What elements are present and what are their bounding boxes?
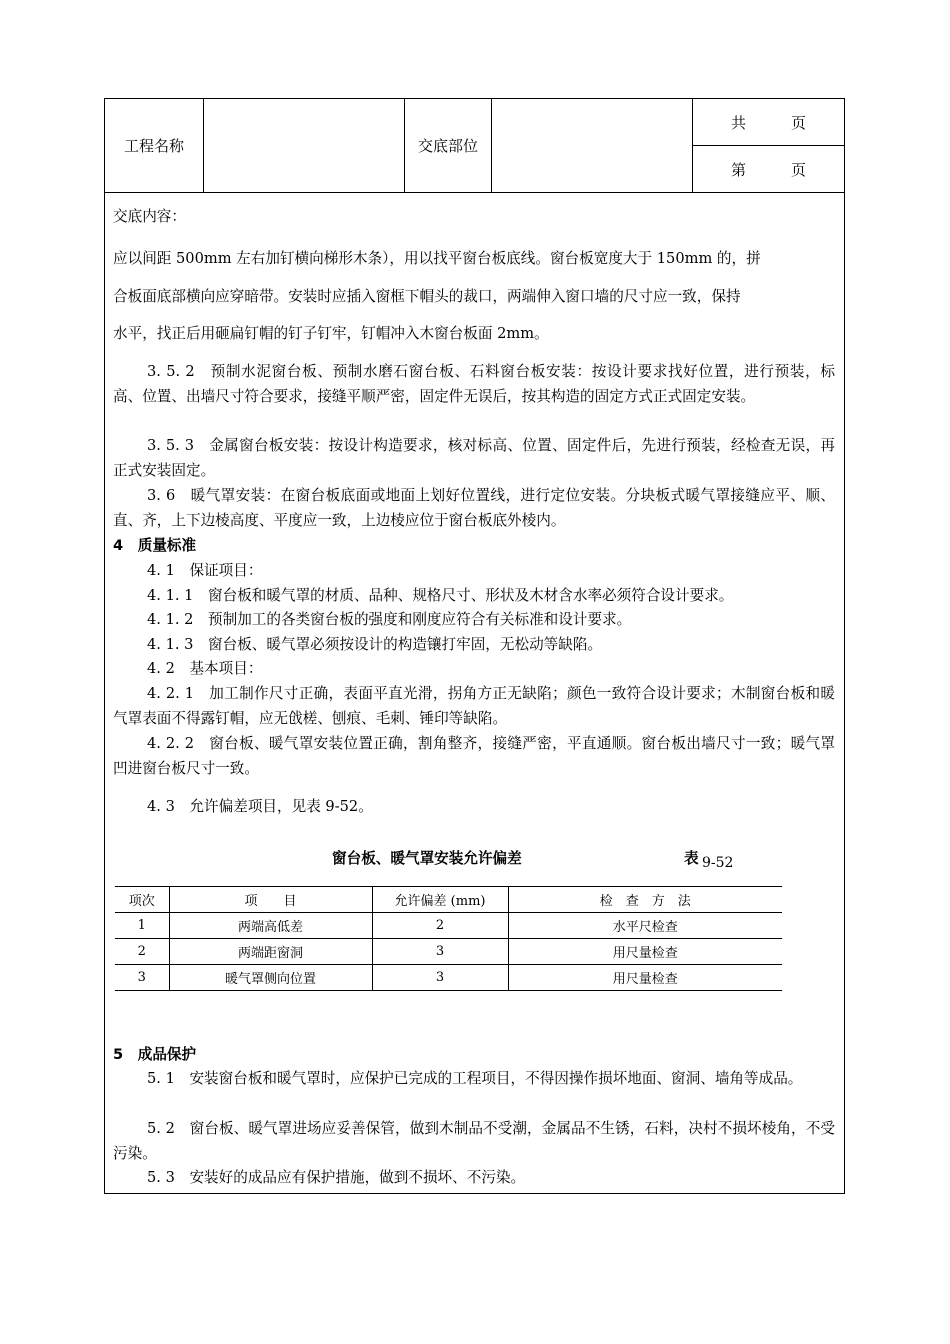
col-header-tolerance: 允许偏差 (mm) [372, 887, 508, 913]
col-header-index: 项次 [115, 887, 169, 913]
section-3-6: 3. 6 暖气罩安装：在窗台板底面或地面上划好位置线，进行定位安装。分块板式暖气罩接缝应平、顺、直、齐，上下边棱高度、平度应一致，上边棱应位于窗台板底外棱内。 [113, 487, 835, 529]
cell: 2 [115, 939, 169, 965]
section-4-1-2: 4. 1. 2 预制加工的各类窗台板的强度和刚度应符合有关标准和设计要求。 [147, 611, 632, 628]
section-4-2-1: 4. 2. 1 加工制作尺寸正确，表面平直光滑，拐角方正无缺陷；颜色一致符合设计要求；木制窗台板和暖气罩表面不得露钉帽，应无戗槎、刨痕、毛刺、锤印等缺陷。 [113, 685, 835, 727]
col-header-item: 项 目 [169, 887, 372, 913]
section-4-2: 4. 2 基本项目： [147, 660, 263, 677]
cell: 3 [372, 965, 508, 991]
heading-4: 4 质量标准 [113, 537, 197, 554]
cell: 两端高低差 [169, 913, 372, 939]
section-3-5-3: 3. 5. 3 金属窗台板安装：按设计构造要求，核对标高、位置、固定件后，先进行预装，经检查无误，再正式安装固定。 [113, 437, 835, 479]
section-5-1: 5. 1 安装窗台板和暖气罩时，应保护已完成的工程项目，不得因操作损坏地面、窗洞、墙角等成品。 [147, 1070, 803, 1087]
part-value [492, 99, 692, 192]
header-table [105, 99, 844, 193]
section-5-3: 5. 3 安装好的成品应有保护措施，做到不损坏、不污染。 [147, 1169, 526, 1186]
table-label: 表 [684, 850, 699, 867]
section-3-5-2: 3. 5. 2 预制水泥窗台板、预制水磨石窗台板、石料窗台板安装：按设计要求找好位置，进行预装，标高、位置、出墙尺寸符合要求，接缝平顺严密，固定件无误后，按其构造的固定方式正式固定安装。 [113, 363, 835, 405]
col-header-method: 检 查 方 法 [508, 887, 782, 913]
content-label: 交底内容： [113, 208, 186, 225]
paragraph-2: 合板面底部横向应穿暗带。安装时应插入窗框下帽头的裁口，两端伸入窗口墙的尺寸应一致，保持 [113, 288, 741, 305]
total-pages: 共 页 [730, 113, 806, 132]
paragraph-3: 水平，找正后用砸扁钉帽的钉子钉牢，钉帽冲入木窗台板面 2mm。 [113, 325, 549, 342]
section-4-1-3: 4. 1. 3 窗台板、暖气罩必须按设计的构造镶打牢固，无松动等缺陷。 [147, 636, 603, 653]
section-4-3: 4. 3 允许偏差项目，见表 9-52。 [147, 798, 373, 815]
deviation-table [115, 886, 782, 991]
project-name-value [204, 99, 404, 192]
table-header-row [115, 887, 782, 913]
cell: 3 [115, 965, 169, 991]
cell: 1 [115, 913, 169, 939]
table-row [115, 939, 782, 965]
cell: 水平尺检查 [508, 913, 782, 939]
section-5-2: 5. 2 窗台板、暖气罩进场应妥善保管，做到木制品不受潮，金属品不生锈，石料，决村不损坏棱角，不受污染。 [113, 1120, 835, 1162]
heading-5: 5 成品保护 [113, 1046, 197, 1063]
cell: 两端距窗洞 [169, 939, 372, 965]
table-number: 9-52 [702, 855, 734, 871]
section-4-2-2: 4. 2. 2 窗台板、暖气罩安装位置正确，割角整齐，接缝严密，平直通顺。窗台板出墙尺寸一致；暖气罩凹进窗台板尺寸一致。 [113, 735, 835, 777]
cell: 2 [372, 913, 508, 939]
table-row [115, 965, 782, 991]
page-number: 第 页 [730, 160, 806, 179]
cell: 3 [372, 939, 508, 965]
document-frame [104, 98, 845, 1194]
section-4-1-1: 4. 1. 1 窗台板和暖气罩的材质、品种、规格尺寸、形状及木材含水率必须符合设计要求。 [147, 587, 734, 604]
table-title: 窗台板、暖气罩安装允许偏差 [332, 850, 522, 867]
section-4-1: 4. 1 保证项目： [147, 562, 263, 579]
cell: 用尺量检查 [508, 939, 782, 965]
cell: 用尺量检查 [612, 972, 678, 987]
project-name-label: 工程名称 [123, 137, 184, 155]
part-label: 交底部位 [417, 137, 478, 155]
cell: 暖气罩侧向位置 [169, 965, 372, 991]
paragraph-1: 应以间距 500mm 左右加钉横向梯形木条），用以找平窗台板底线。窗台板宽度大于 150mm 的，拼 [113, 250, 761, 267]
table-row [115, 913, 782, 939]
